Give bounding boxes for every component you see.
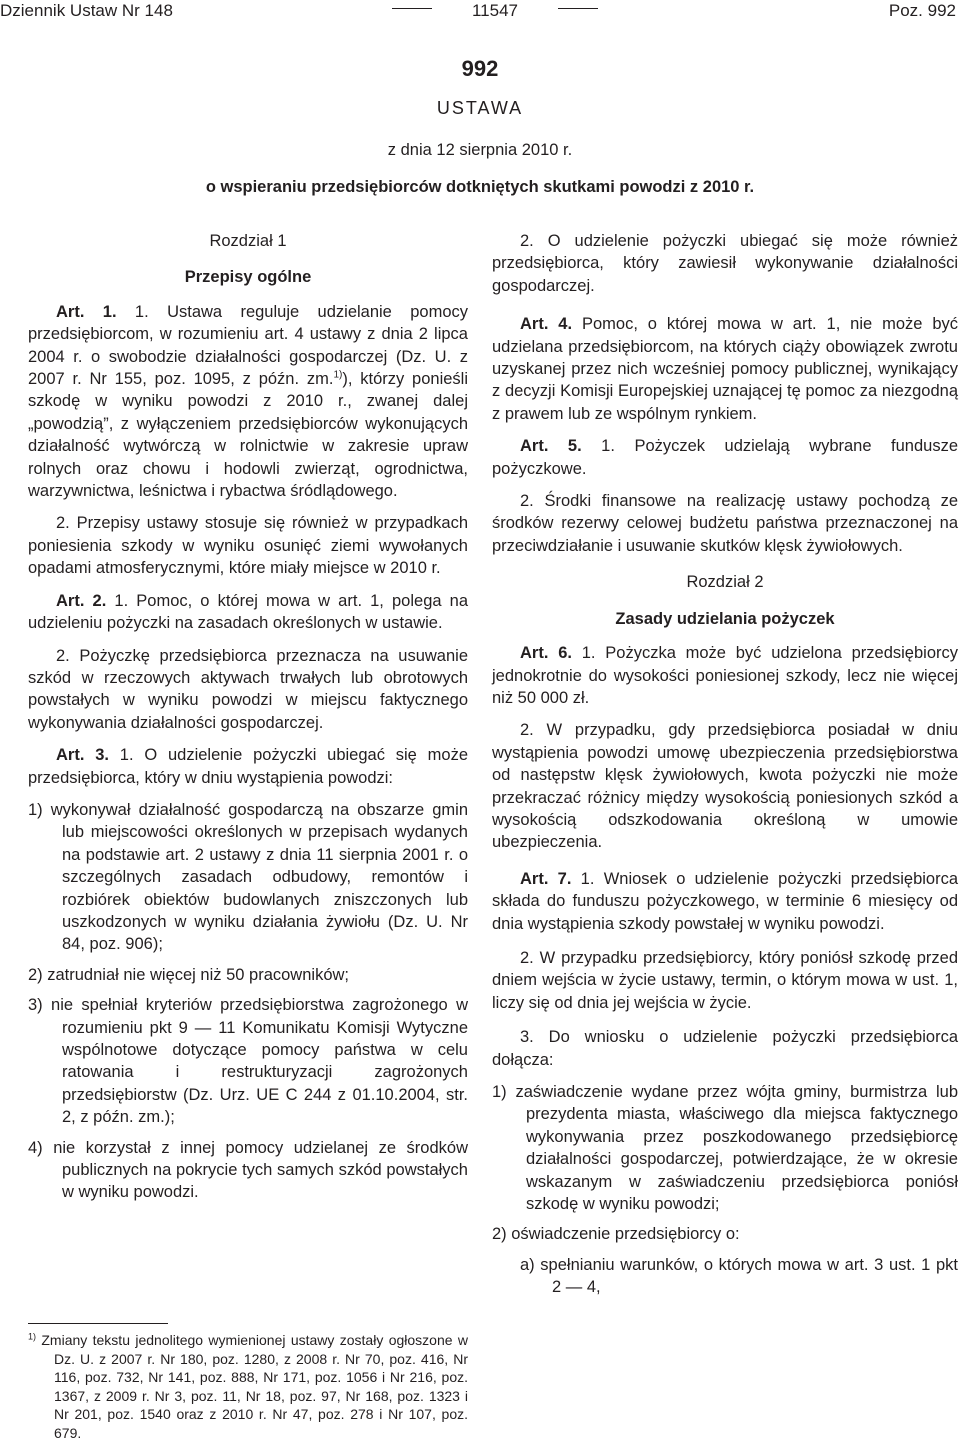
article-3-label: Art. 3.: [56, 746, 109, 765]
article-2-label: Art. 2.: [56, 591, 107, 610]
right-column: [492, 230, 958, 1299]
left-column: [28, 230, 468, 1204]
article-4-label: Art. 4.: [520, 315, 573, 334]
list-item: 2) zatrudniał nie więcej niż 50 pracowników;: [28, 965, 349, 984]
footnote-mark: 1): [28, 1331, 37, 1342]
article-4-text: Pomoc, o której mowa w art. 1, nie może być udzielana przedsiębiorcom, na których ciąży obowiązek zwrotu uzyskanej przez nich wcześniej pomocy publicznej, wynikający z decyzji Komisji Europejskiej uznającej tę pomoc za niezgodną z prawem lub ze wspólnym rynkiem.: [492, 315, 958, 423]
article-1-label: Art. 1.: [56, 302, 117, 321]
act-type: USTAWA: [436, 98, 524, 118]
article-5-para-2: 2. Środki finansowe na realizację ustawy pochodzą ze środków rezerwy celowej budżetu państwa przeznaczonej na przeciwdziałanie i usuwanie skutków klęsk żywiołowych.: [492, 492, 958, 555]
sub-list-item: a) spełnianiu warunków, o których mowa w art. 3 ust. 1 pkt 2 — 4,: [520, 1255, 958, 1297]
footnote: [28, 1331, 468, 1443]
article-3-para-1: [28, 744, 468, 789]
act-subject: o wspieraniu przedsiębiorców dotkniętych skutkami powodzi z 2010 r.: [205, 178, 755, 196]
chapter-2-heading: Rozdział 2: [686, 573, 764, 592]
article-7-label: Art. 7.: [520, 869, 572, 888]
article-6-para-2: 2. W przypadku, gdy przedsiębiorca posiadał w dniu wystąpienia powodzi umowę ubezpieczenia przedsiębiorstwa od następstw klęsk żywiołowych, kwota pożyczki nie może przekraczać różnicy między wysokością poniesionych szkód a wysokością odszkodowania określoną w umowie ubezpieczenia.: [492, 721, 958, 852]
act-date: z dnia 12 sierpnia 2010 r.: [387, 141, 573, 159]
article-7-text: 1. Wniosek o udzielenie pożyczki przedsiębiorca składa do funduszu pożyczkowego, w terminie 6 miesięcy od dnia wystąpienia szkody powstałej w wyniku powodzi.: [492, 869, 959, 933]
act-number: 992: [461, 56, 499, 81]
article-7-para-2: 2. W przypadku przedsiębiorcy, który poniósł szkodę przed dniem wejścia w życie ustawy, termin, o którym mowa w ust. 1, liczy się od dnia jej wejścia w życie.: [492, 948, 958, 1012]
chapter-1-title: Przepisy ogólne: [184, 268, 312, 287]
article-6-para-1: [492, 642, 958, 709]
article-2-para-1: [28, 590, 468, 635]
article-1-para-2: 2. Przepisy ustawy stosuje się również w przypadkach poniesienia szkody w wyniku osunięć ziemi wywołanych opadami atmosferycznymi, które miały miejsce w 2010 r.: [28, 514, 468, 578]
article-4-para-1: [492, 313, 958, 425]
list-item: 1) zaświadczenie wydane przez wójta gminy, burmistrza lub prezydenta miasta, właściwego dla miejsca faktycznego wykonywania przez poszkodowanego przedsiębiorcę działalności gospodarczej, potwierdzające, że w okresie wskazanym w zaświadczeniu przedsiębiorca poniósł szkodę w wyniku powodzi;: [492, 1083, 958, 1214]
list-item: 4) nie korzystał z innej pomocy udzielanej ze środków publicznych na pokrycie tych samych szkód powstałych w wyniku powodzi.: [28, 1138, 468, 1202]
list-item: 3) nie spełniał kryteriów przedsiębiorstwa zagrożonego w rozumieniu pkt 9 — 11 Komunikatu Komisji Wytyczne wspólnotowe dotyczące pomocy państwa w celu ratowania i restrukturyzacji zagrożonych przedsiębiorstw (Dz. Urz. UE C 244 z 01.10.2004, str. 2, z późn. zm.);: [28, 996, 468, 1127]
list-item: 1) wykonywał działalność gospodarczą na obszarze gmin lub miejscowości określonych w przepisach wydanych na podstawie art. 2 ustawy z dnia 11 sierpnia 2001 r. o szczególnych zasadach odbudowy, remontów i rozbiórek obiektów budowlanych zniszczonych lub uszkodzonych w wyniku działania żywiołu (Dz. U. Nr 84, poz. 906);: [28, 800, 468, 954]
article-1-text-b: ), którzy ponieśli szkodę w wyniku powodzi z 2010 r., zwanej dalej „powodzią”, z wyłączeniem przedsiębiorców wykonujących działalność wytwórczą w rolnictwie w zakresie upraw rolnych oraz chowu i hodowli zwierząt, ogrodnictwa, warzywnictwa, leśnictwa i rybactwa śródlądowego.: [28, 370, 468, 501]
list-item: 2) oświadczenie przedsiębiorcy o:: [492, 1225, 740, 1244]
article-6-text: 1. Pożyczka może być udzielona przedsiębiorcy jednokrotnie do wysokości poniesionej szkody, lecz nie więcej niż 50 000 zł.: [492, 644, 958, 707]
article-7-para-1: [492, 868, 958, 935]
article-1-para-1: [28, 301, 468, 503]
article-2-para-2: 2. Pożyczkę przedsiębiorca przeznacza na usuwanie szkód w rzeczowych aktywach trwałych lub obrotowych powstałych w wyniku powodzi w miejscu faktycznego wykonywania działalności gospodarczej.: [28, 646, 468, 732]
article-7-para-3: 3. Do wniosku o udzielenie pożyczki przedsiębiorca dołącza:: [492, 1028, 958, 1069]
article-5-text: 1. Pożyczek udzielają wybrane fundusze pożyczkowe.: [492, 437, 958, 478]
journal-title: Dziennik Ustaw Nr 148: [0, 1, 173, 20]
chapter-2-title: Zasady udzielania pożyczek: [615, 609, 835, 628]
article-5-para-1: [492, 435, 958, 480]
header-dash-right: [558, 8, 598, 9]
article-3-para-2: 2. O udzielenie pożyczki ubiegać się może również przedsiębiorca, który zawiesił wykonywanie działalności gospodarczej.: [492, 232, 958, 295]
page-number: 11547: [471, 1, 518, 20]
article-5-label: Art. 5.: [520, 437, 582, 456]
article-2-text: 1. Pomoc, o której mowa w art. 1, polega na udzieleniu pożyczki na zasadach określonych w ustawie.: [28, 591, 469, 633]
footnote-ref: 1): [333, 369, 343, 381]
footnote-rule: [28, 1323, 168, 1324]
chapter-1-heading: Rozdział 1: [209, 232, 287, 250]
page-header: [0, 0, 960, 22]
footnote-text: Zmiany tekstu jednolitego wymienionej ustawy zostały ogłoszone w Dz. U. z 2007 r. Nr 180, poz. 1280, z 2008 r. Nr 70, poz. 416, Nr 116, poz. 732, Nr 141, poz. 888, Nr 171, poz. 1056 i Nr 216, poz. 1367, z 2009 r. Nr 3, poz. 11, Nr 18, poz. 97, Nr 168, poz. 1323 i Nr 201, poz. 1540 oraz z 2010 r. Nr 47, poz. 278 i Nr 107, poz. 679.: [36, 1332, 468, 1441]
article-6-label: Art. 6.: [520, 644, 572, 663]
article-1-text-a: 1. Ustawa reguluje udzielanie pomocy przedsiębiorcom, w rozumieniu art. 4 ustawy z dnia 2 lipca 2004 r. o swobodzie działalności gospodarczej (Dz. U. z 2007 r. Nr 155, poz. 1095, z późn. zm.: [28, 302, 468, 389]
article-3-text: 1. O udzielenie pożyczki ubiegać się może przedsiębiorca, który w dniu wystąpienia powodzi:: [28, 746, 468, 787]
position-number: Poz. 992: [888, 1, 956, 20]
